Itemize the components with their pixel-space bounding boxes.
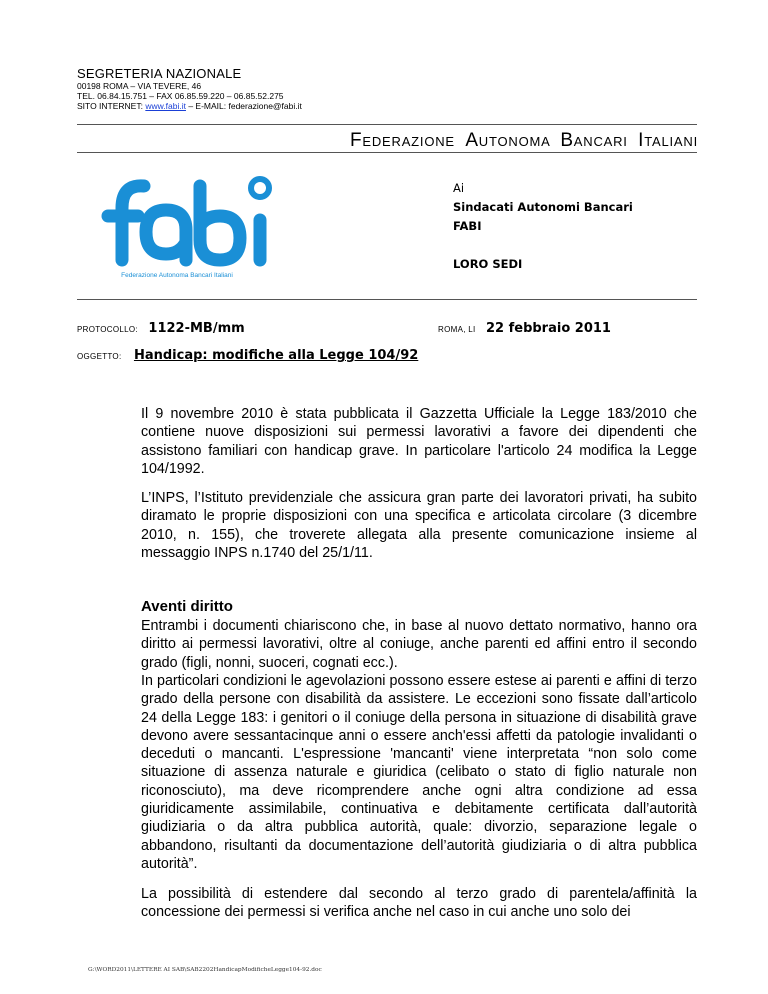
recipient-block [453, 179, 633, 274]
website-link[interactable]: www.fabi.it [145, 101, 186, 111]
logo-caption: Federazione Autonoma Bancari Italiani [121, 272, 233, 279]
fabi-logo [82, 170, 272, 282]
body-paragraph-4: In particolari condizioni le agevolazioni possono essere estese ai parenti e affini di terzo grado della persone con disabilità da assistere. Le eccezioni sono fissate dall’articolo 24 della Legge 183: i genitori o il coniuge della persona in situazione di disabilità grave devono avere sessantacinque anni o essere anch'essi affetti da patologie invalidanti o deceduti o mancanti. L'espressione 'mancanti' viene interpretata “non solo come situazione di assenza naturale e giuridica (celibato o stato di figlio naturale non riconosciuto), ma deve ricomprendere anche ogni altra condizione ad essa giuridicamente assimilabile, continuativa e debitamente certificata dall’autorità giudiziaria o da altra pubblica autorità, quale: divorzio, separazione legale o abbandono, risultanti da documentazione dell’autorità giudiziaria o di altra pubblica autorità”. [141, 673, 697, 872]
fabi-logo-mark [82, 170, 272, 275]
federation-title: FEDERAZIONE AUTONOMA BANCARI ITALIANI [349, 130, 698, 151]
letter-date: 22 febbraio 2011 [485, 321, 611, 336]
title-divider [77, 152, 697, 153]
protocol-row [77, 319, 245, 337]
header-divider [77, 124, 697, 125]
recipient-line-2: Sindacati Autonomi Bancari [453, 200, 633, 214]
org-phones: TEL. 06.84.15.751 – FAX 06.85.59.220 – 06.85.52.275 [77, 91, 284, 101]
org-contacts [77, 101, 302, 111]
subject-label: OGGETTO: [77, 352, 122, 361]
recipient-line-4: LORO SEDI [453, 257, 523, 271]
org-address: 00198 ROMA – VIA TEVERE, 46 [77, 81, 202, 91]
body-paragraph-1: Il 9 novembre 2010 è stata pubblicata il Gazzetta Ufficiale la Legge 183/2010 che contiene nuove disposizioni sui permessi lavorativi a favore dei dipendenti che assistono familiari con handicap grave. In particolare l'articolo 24 modifica la Legge 104/1992. [141, 406, 697, 477]
subject-row [77, 346, 418, 364]
protocol-label: PROTOCOLLO: [77, 325, 138, 334]
body-paragraph-3: Entrambi i documenti chiariscono che, in base al nuovo dettato normativo, hanno ora diritto ai permessi lavorativi, oltre al coniuge, anche parenti ed affini entro il secondo grado (figli, nonni, suoceri, cognati ecc.). [141, 618, 697, 671]
subject-text: Handicap: modifiche alla Legge 104/92 [133, 348, 419, 363]
section-heading: Aventi diritto [141, 598, 233, 615]
date-row [438, 319, 611, 337]
file-path-footer: G:\WORD2011\LETTERE AI SAB\SAB2202HandicapModificheLegge104-92.doc [88, 967, 322, 973]
site-label: SITO INTERNET: [77, 101, 143, 111]
body-paragraph-2: L’INPS, l’Istituto previdenziale che assicura gran parte dei lavoratori privati, ha subito diramato le proprie disposizioni con una specifica e articolata circolare (3 dicembre 2010, n. 155), che troverete allegata alla presente comunicazione insieme al messaggio INPS n.1740 del 25/1/11. [141, 490, 697, 561]
recipient-line-1: Ai [453, 181, 465, 195]
letterhead [77, 66, 302, 111]
org-name: SEGRETERIA NAZIONALE [77, 66, 242, 81]
meta-divider [77, 299, 697, 300]
email-text: – E-MAIL: federazione@fabi.it [188, 101, 302, 111]
recipient-line-3: FABI [453, 219, 482, 233]
protocol-value: 1122-MB/mm [148, 321, 245, 336]
body-paragraph-5: La possibilità di estendere dal secondo al terzo grado di parentela/affinità la concessione dei permessi si verifica anche nel caso in cui anche uno solo dei [141, 886, 697, 921]
place-label: ROMA, LI [438, 325, 476, 334]
